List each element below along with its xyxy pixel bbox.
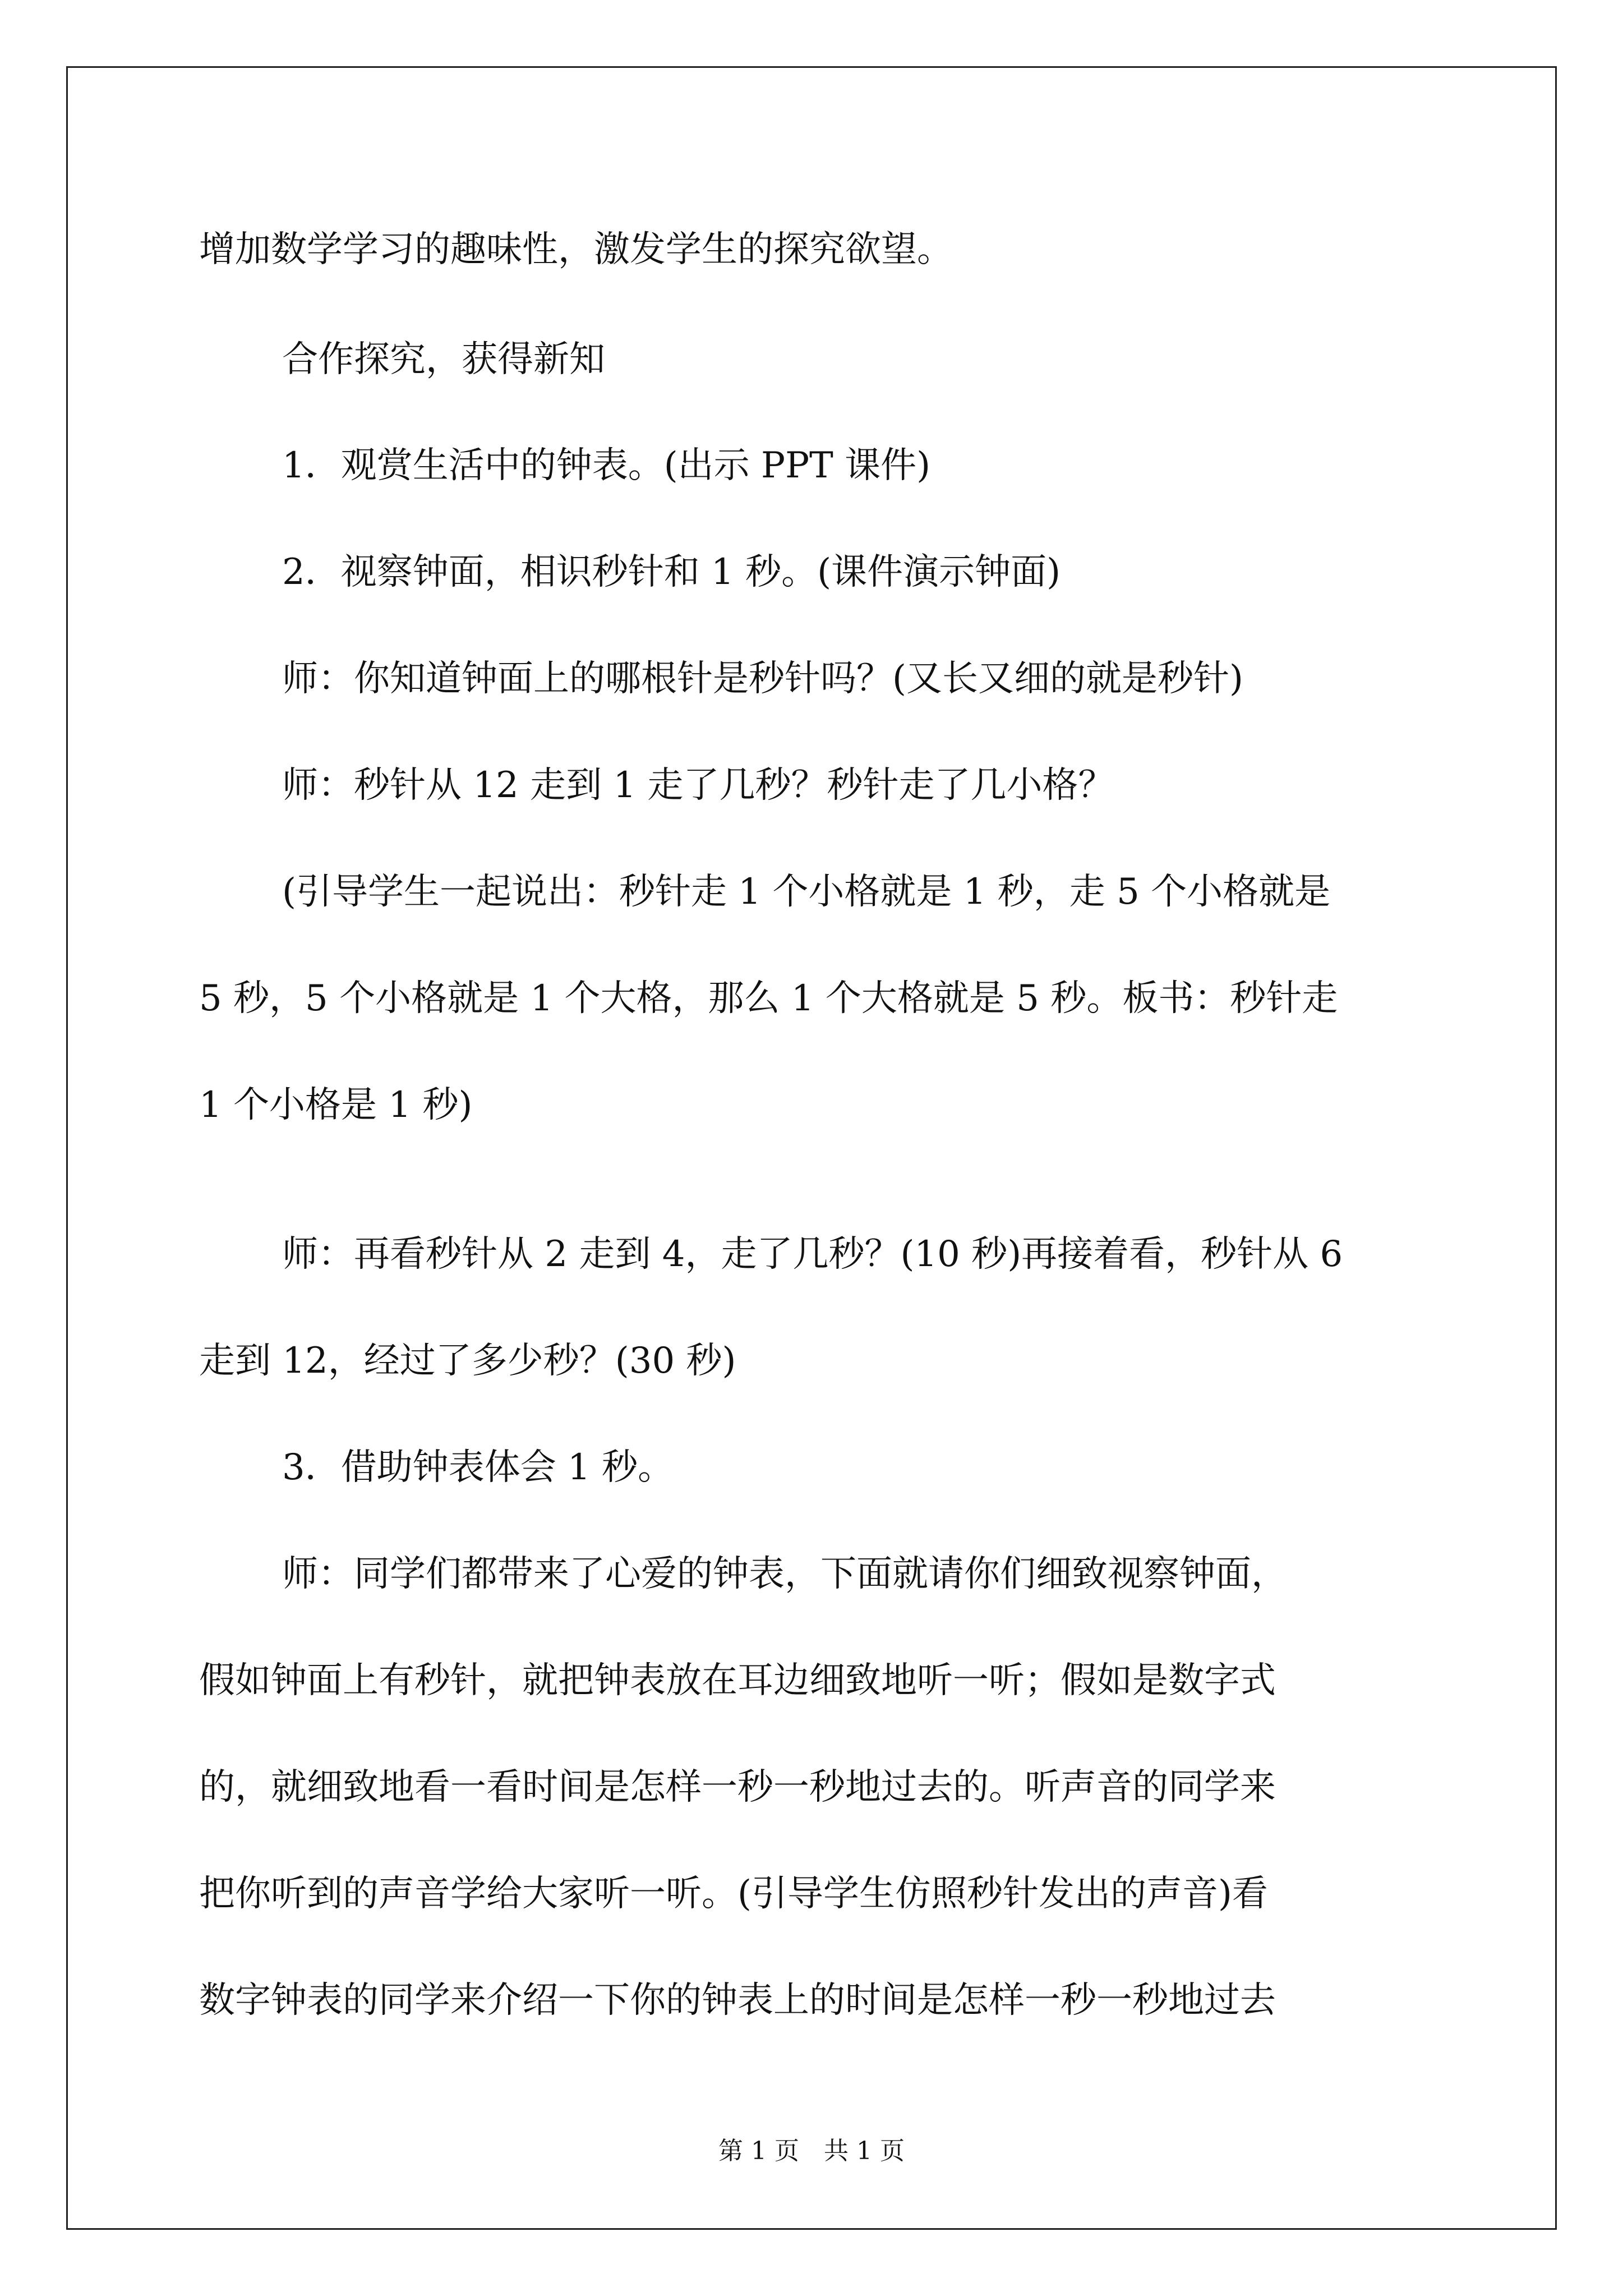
text-line: 2．视察钟面，相识秒针和 1 秒。(课件演示钟面) (282, 551, 1061, 593)
section-heading: 合作探究，获得新知 (282, 339, 605, 380)
text-line: 增加数学学习的趣味性，激发学生的探究欲望。 (199, 229, 953, 270)
text-line: 师：你知道钟面上的哪根针是秒针吗？(又长又细的就是秒针) (282, 658, 1243, 700)
text-line: 1．观赏生活中的钟表。(出示 PPT 课件) (282, 445, 931, 486)
text-line: 5 秒，5 个小格就是 1 个大格，那么 1 个大格就是 5 秒。板书：秒针走 (199, 978, 1338, 1019)
text-line: 师：秒针从 12 走到 1 走了几秒？秒针走了几小格？ (282, 765, 1114, 806)
text-line: 走到 12，经过了多少秒？(30 秒) (199, 1340, 736, 1382)
text-line: 的，就细致地看一看时间是怎样一秒一秒地过去的。听声音的同学来 (199, 1766, 1276, 1808)
text-line: 把你听到的声音学给大家听一听。(引导学生仿照秒针发出的声音)看 (199, 1873, 1268, 1915)
text-line: 3．借助钟表体会 1 秒。 (282, 1447, 674, 1488)
page-number-footer: 第 1 页 共 1 页 (718, 2137, 905, 2165)
text-line: 1 个小格是 1 秒) (199, 1084, 473, 1126)
text-line: 师：同学们都带来了心爱的钟表，下面就请你们细致视察钟面， (282, 1553, 1287, 1595)
text-line: (引导学生一起说出：秒针走 1 个小格就是 1 秒，走 5 个小格就是 (282, 871, 1331, 913)
text-line: 师：再看秒针从 2 走到 4，走了几秒？(10 秒)再接着看，秒针从 6 (282, 1234, 1343, 1275)
text-line: 假如钟面上有秒针，就把钟表放在耳边细致地听一听；假如是数字式 (199, 1660, 1276, 1701)
text-line: 数字钟表的同学来介绍一下你的钟表上的时间是怎样一秒一秒地过去 (199, 1980, 1276, 2021)
